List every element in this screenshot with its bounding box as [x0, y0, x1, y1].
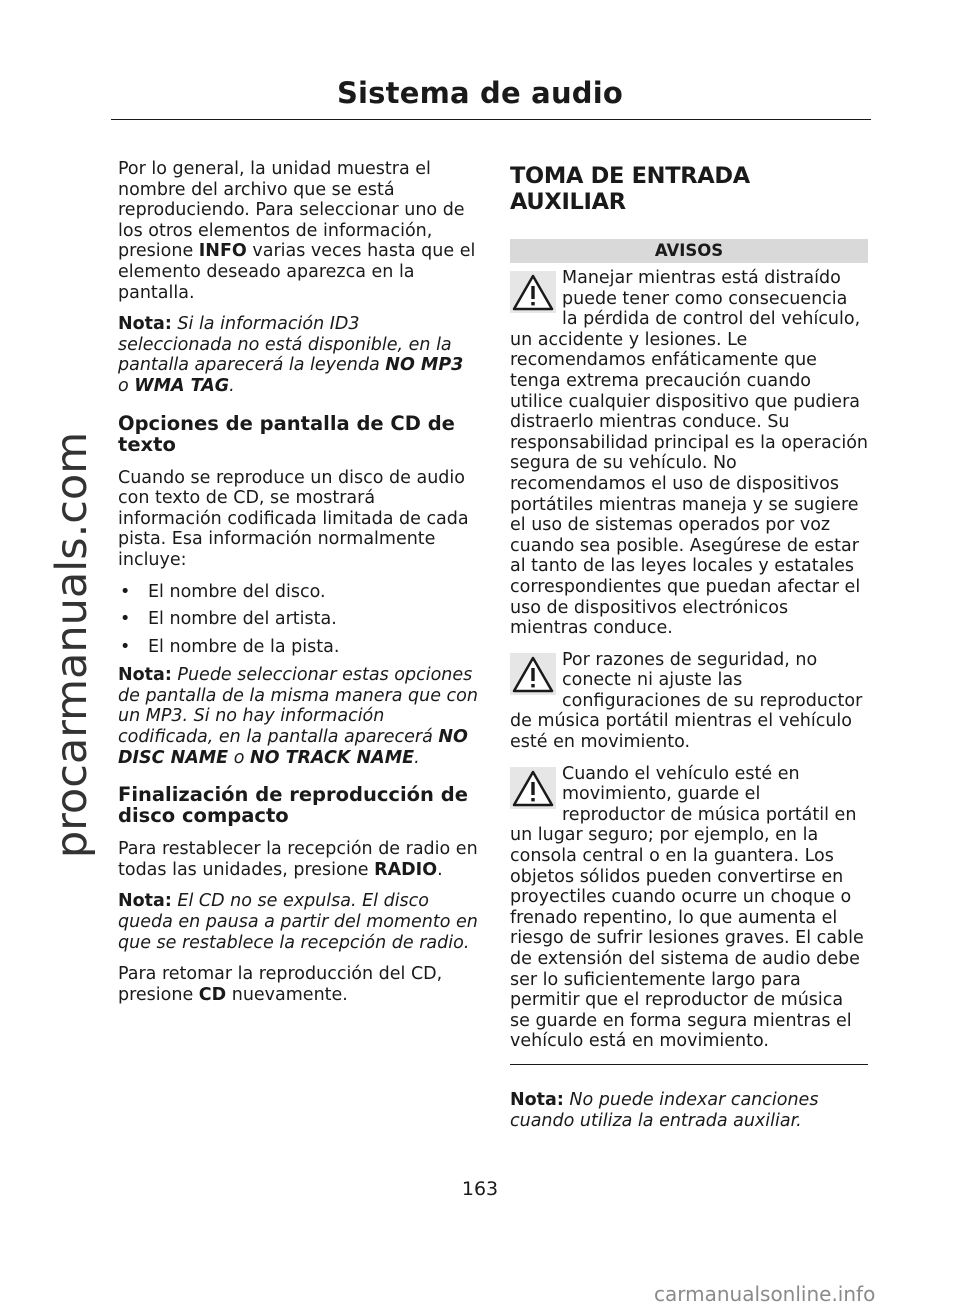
note-label: Nota: — [118, 891, 172, 912]
bottom-watermark: carmanualsonline.info — [654, 1282, 876, 1306]
warning-item: Cuando el vehículo esté en movimiento, guarde el reproductor de música portátil en un lugar seguro; por ejemplo, en la consola central o en la guantera. Los objetos sólidos pueden convertirse en proyectiles cuando ocurre un choque o frenado repentino, lo que aumenta el riesgo de sufrir lesiones graves. El cable de extensión del sistema de audio debe ser lo suficientemente largo para permitir que el reproductor de música se guarde en forma segura mientras el vehículo está en movimiento. — [510, 763, 864, 1052]
paragraph-cd-text: Cuando se reproduce un disco de audio con texto de CD, se mostrará información codificada limitada de cada pista. Esa información normalmente incluye: — [118, 467, 469, 570]
page-header-title: Sistema de audio — [336, 76, 624, 110]
list-item: • El nombre del disco. — [120, 581, 326, 602]
paragraph-resume-cd: Para retomar la reproducción del CD, presione CD nuevamente. — [118, 964, 443, 1005]
list-item: • El nombre del artista. — [120, 609, 337, 630]
warning-item: Por razones de seguridad, no conecte ni ajuste las configuraciones de su reproductor de música portátil mientras el vehículo esté en movimiento. — [510, 649, 863, 753]
note-cd-eject: Nota: El CD no se expulsa. El disco queda en pausa a partir del momento en que se restablece la recepción de radio. — [118, 891, 478, 953]
heading-cd-playback-end: Finalización de reproducción de disco compacto — [118, 783, 468, 828]
note-label: Nota: — [510, 1089, 564, 1110]
note-label: Nota: — [118, 314, 172, 335]
warning-item: Manejar mientras está distraído puede tener como consecuencia la pérdida de control del vehículo, un accidente y lesiones. Le recomendamos enfáticamente que tenga extrema precaución cuando utilice cualquier dispositivo que pudiera distraerlo mientras conduce. Su responsabilidad principal es la operación segura de su vehículo. No recomendamos el uso de dispositivos portátiles mientras maneja y se sugiere el uso de sistemas operados por voz cuando sea posible. Asegúrese de estar al tanto de las leyes locales y estatales correspondientes que puedan afectar el uso de dispositivos electrónicos mientras conduce. — [510, 268, 869, 639]
paragraph-radio: Para restablecer la recepción de radio en todas las unidades, presione RADIO. — [118, 839, 478, 880]
cd-keyword: CD — [198, 984, 227, 1005]
section-title: TOMA DE ENTRADA AUXILIAR — [510, 163, 750, 215]
warning-triangle-icon — [510, 767, 556, 809]
heading-cd-text-options: Opciones de pantalla de CD de texto — [118, 411, 455, 456]
side-watermark: procarmanuals.com — [47, 431, 97, 859]
left-column — [118, 159, 478, 1016]
note-display-options: Nota: Puede seleccionar estas opciones de pantalla de la misma manera que con un MP3. Si no hay información codificada, en la pantalla aparecerá NO DISC NAME o NO TRACK NAME. — [118, 665, 478, 768]
info-keyword: INFO — [198, 241, 247, 262]
note-aux-input: Nota: No puede indexar canciones cuando utiliza la entrada auxiliar. — [510, 1089, 819, 1131]
right-column — [510, 159, 868, 1142]
list-item: • El nombre de la pista. — [120, 636, 340, 657]
bullet-list — [118, 582, 478, 658]
warning-triangle-icon — [510, 653, 556, 695]
page-number: 163 — [461, 1178, 499, 1200]
header-divider — [111, 119, 871, 120]
warnings-end-divider — [510, 1064, 868, 1065]
warning-triangle-icon — [510, 271, 556, 313]
radio-keyword: RADIO — [374, 859, 438, 880]
note-id3: Nota: Si la información ID3 seleccionada no está disponible, en la pantalla aparecerá la leyenda NO MP3 o WMA TAG. — [118, 314, 464, 396]
note-label: Nota: — [118, 665, 172, 686]
paragraph-info: Por lo general, la unidad muestra el nombre del archivo que se está reproduciendo. Para seleccionar uno de los otros elementos de información, presione INFO varias veces hasta que el elemento deseado aparezca en la pantalla. — [118, 159, 476, 303]
warnings-header: AVISOS — [510, 239, 868, 263]
